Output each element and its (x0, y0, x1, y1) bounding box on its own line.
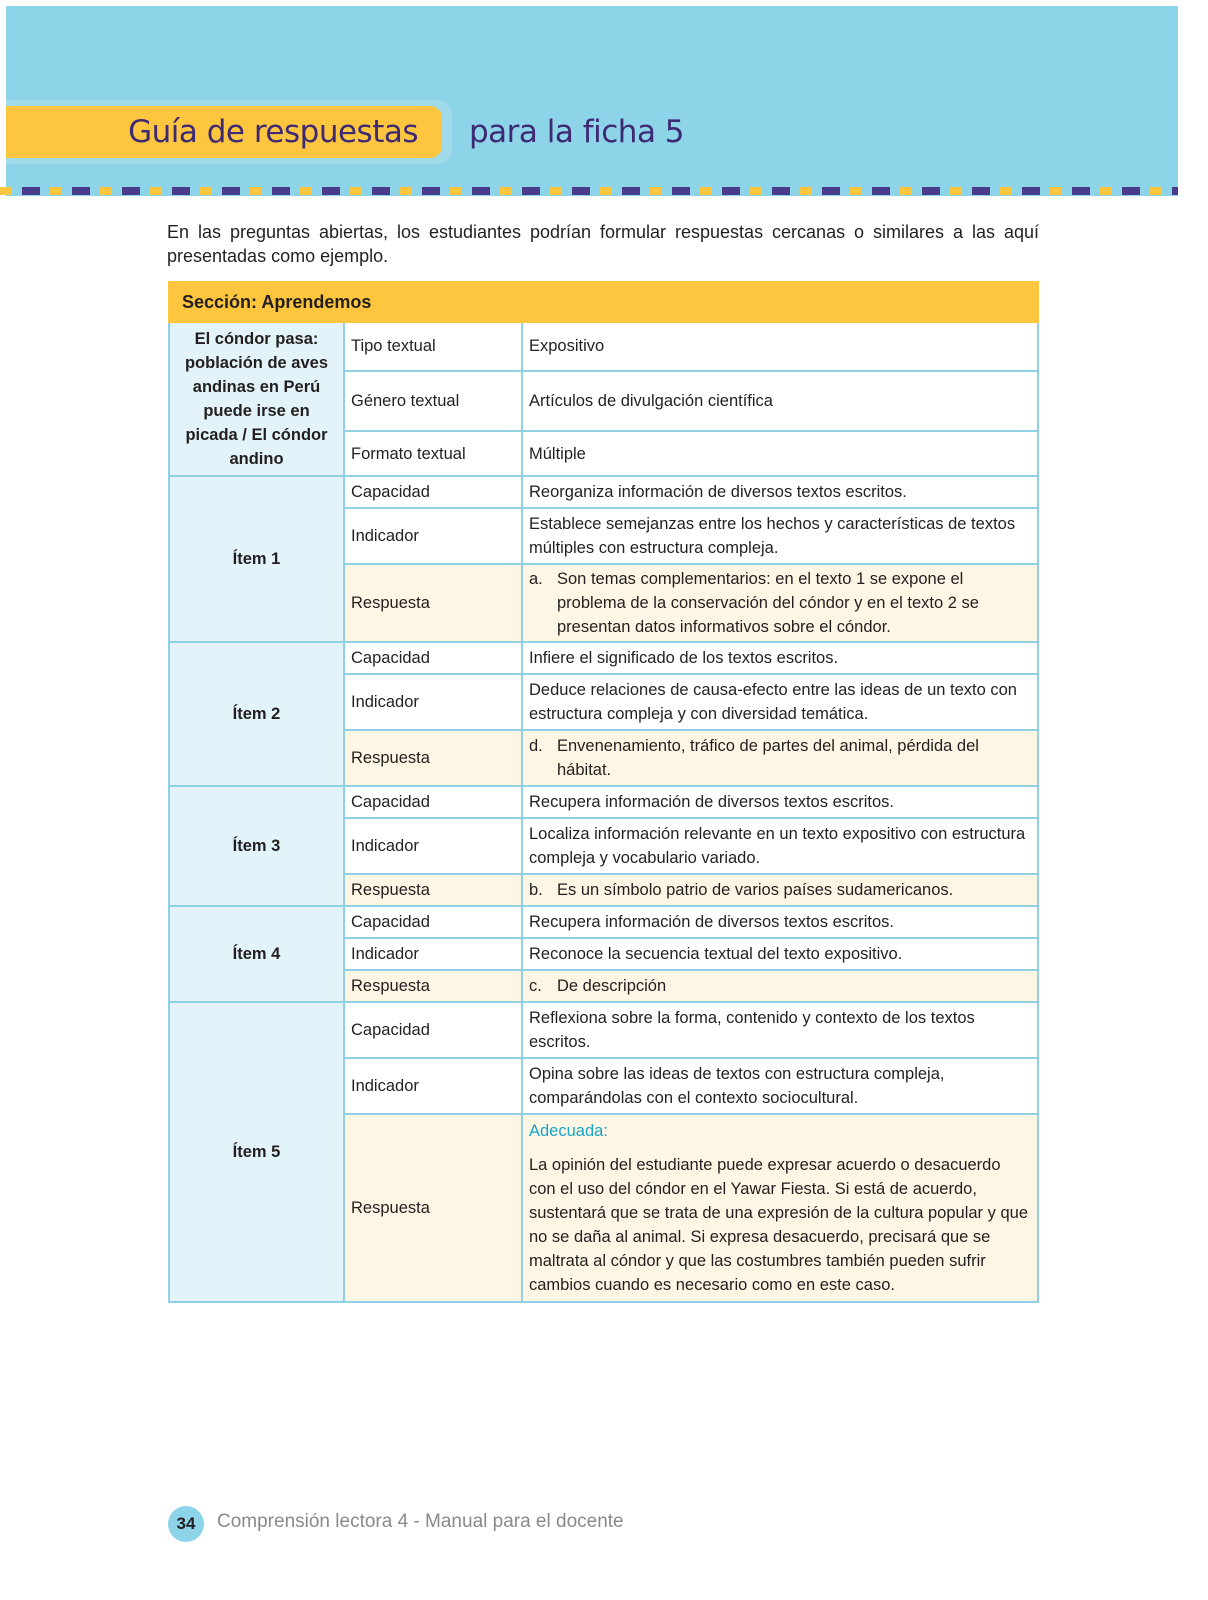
respuesta-cell (522, 730, 1038, 786)
item-label: Ítem 1 (169, 476, 344, 642)
capacidad-text: Recupera información de diversos textos escritos. (522, 786, 1038, 818)
table-row (169, 906, 1038, 938)
row-label: Tipo textual (344, 322, 522, 371)
row-label: Formato textual (344, 431, 522, 476)
indicador-text: Reconoce la secuencia textual del texto expositivo. (522, 938, 1038, 970)
footer-title: Comprensión lectora 4 - Manual para el docente (217, 1511, 624, 1532)
capacidad-label: Capacidad (344, 786, 522, 818)
row-value: Artículos de divulgación científica (522, 371, 1038, 432)
text-title: El cóndor pasa: población de aves andinas en Perú puede irse en picada / El cóndor andino (169, 322, 344, 476)
row-value: Múltiple (522, 431, 1038, 476)
answers-table (168, 281, 1039, 1303)
capacidad-text: Reorganiza información de diversos textos escritos. (522, 476, 1038, 508)
title-ficha: para la ficha 5 (469, 114, 685, 150)
answer-text: Envenenamiento, tráfico de partes del animal, pérdida del hábitat. (557, 737, 979, 779)
indicador-text: Establece semejanzas entre los hechos y características de textos múltiples con estructura compleja. (522, 508, 1038, 564)
indicador-label: Indicador (344, 508, 522, 564)
item-label: Ítem 3 (169, 786, 344, 906)
row-value: Expositivo (522, 322, 1038, 371)
answer-letter: d. (529, 737, 543, 755)
page-number-badge (168, 1506, 204, 1542)
adecuada-heading: Adecuada: (529, 1122, 608, 1140)
respuesta-cell (522, 874, 1038, 906)
table-row (169, 476, 1038, 508)
capacidad-text: Reflexiona sobre la forma, contenido y contexto de los textos escritos. (522, 1002, 1038, 1058)
item-label: Ítem 2 (169, 642, 344, 786)
answer-text: De descripción (557, 977, 667, 995)
table-row (169, 786, 1038, 818)
respuesta-cell (522, 970, 1038, 1002)
respuesta-label: Respuesta (344, 564, 522, 642)
indicador-text: Deduce relaciones de causa-efecto entre las ideas de un texto con estructura compleja y con diversidad temática. (522, 674, 1038, 730)
capacidad-text: Recupera información de diversos textos escritos. (522, 906, 1038, 938)
indicador-label: Indicador (344, 674, 522, 730)
respuesta-label: Respuesta (344, 970, 522, 1002)
indicador-label: Indicador (344, 1058, 522, 1114)
answer-letter: a. (529, 570, 543, 588)
indicador-label: Indicador (344, 938, 522, 970)
intro-paragraph: En las preguntas abiertas, los estudiantes podrían formular respuestas cercanas o similares a las aquí presentadas como ejemplo. (167, 222, 1039, 266)
item-label: Ítem 5 (169, 1002, 344, 1302)
answer-text: Es un símbolo patrio de varios países sudamericanos. (557, 881, 954, 899)
indicador-label: Indicador (344, 818, 522, 874)
table-row (169, 642, 1038, 674)
respuesta-cell (522, 564, 1038, 642)
respuesta-label: Respuesta (344, 730, 522, 786)
capacidad-label: Capacidad (344, 1002, 522, 1058)
answer-text: Son temas complementarios: en el texto 1 se expone el problema de la conservación del cóndor y en el texto 2 se presentan datos informativos sobre el cóndor. (557, 570, 979, 636)
table-row (169, 322, 1038, 371)
capacidad-text: Infiere el significado de los textos escritos. (522, 642, 1038, 674)
table-row (169, 1002, 1038, 1058)
capacidad-label: Capacidad (344, 906, 522, 938)
item-label: Ítem 4 (169, 906, 344, 1002)
answer-letter: b. (529, 881, 543, 899)
section-title: Sección: Aprendemos (169, 282, 1038, 322)
answer-letter: c. (529, 977, 542, 995)
title-pill (6, 106, 442, 158)
title-guia: Guía de respuestas (128, 114, 418, 150)
section-row (169, 282, 1038, 322)
row-label: Género textual (344, 371, 522, 432)
capacidad-label: Capacidad (344, 642, 522, 674)
indicador-text: Opina sobre las ideas de textos con estructura compleja, comparándolas con el contexto sociocultural. (522, 1058, 1038, 1114)
respuesta-label: Respuesta (344, 1114, 522, 1302)
decorative-stripe (0, 187, 1178, 195)
page-number: 34 (176, 1514, 196, 1533)
capacidad-label: Capacidad (344, 476, 522, 508)
indicador-text: Localiza información relevante en un texto expositivo con estructura compleja y vocabulario variado. (522, 818, 1038, 874)
answer-text: La opinión del estudiante puede expresar acuerdo o desacuerdo con el uso del cóndor en el Yawar Fiesta. Si está de acuerdo, sustentará que se trata de una expresión de la cultura popular y que no se daña al animal. Si expresa desacuerdo, precisará que se maltrata al cóndor y que las costumbres también pueden sufrir cambios cuando es necesario como en este caso. (529, 1156, 1028, 1294)
respuesta-label: Respuesta (344, 874, 522, 906)
respuesta-cell (522, 1114, 1038, 1302)
